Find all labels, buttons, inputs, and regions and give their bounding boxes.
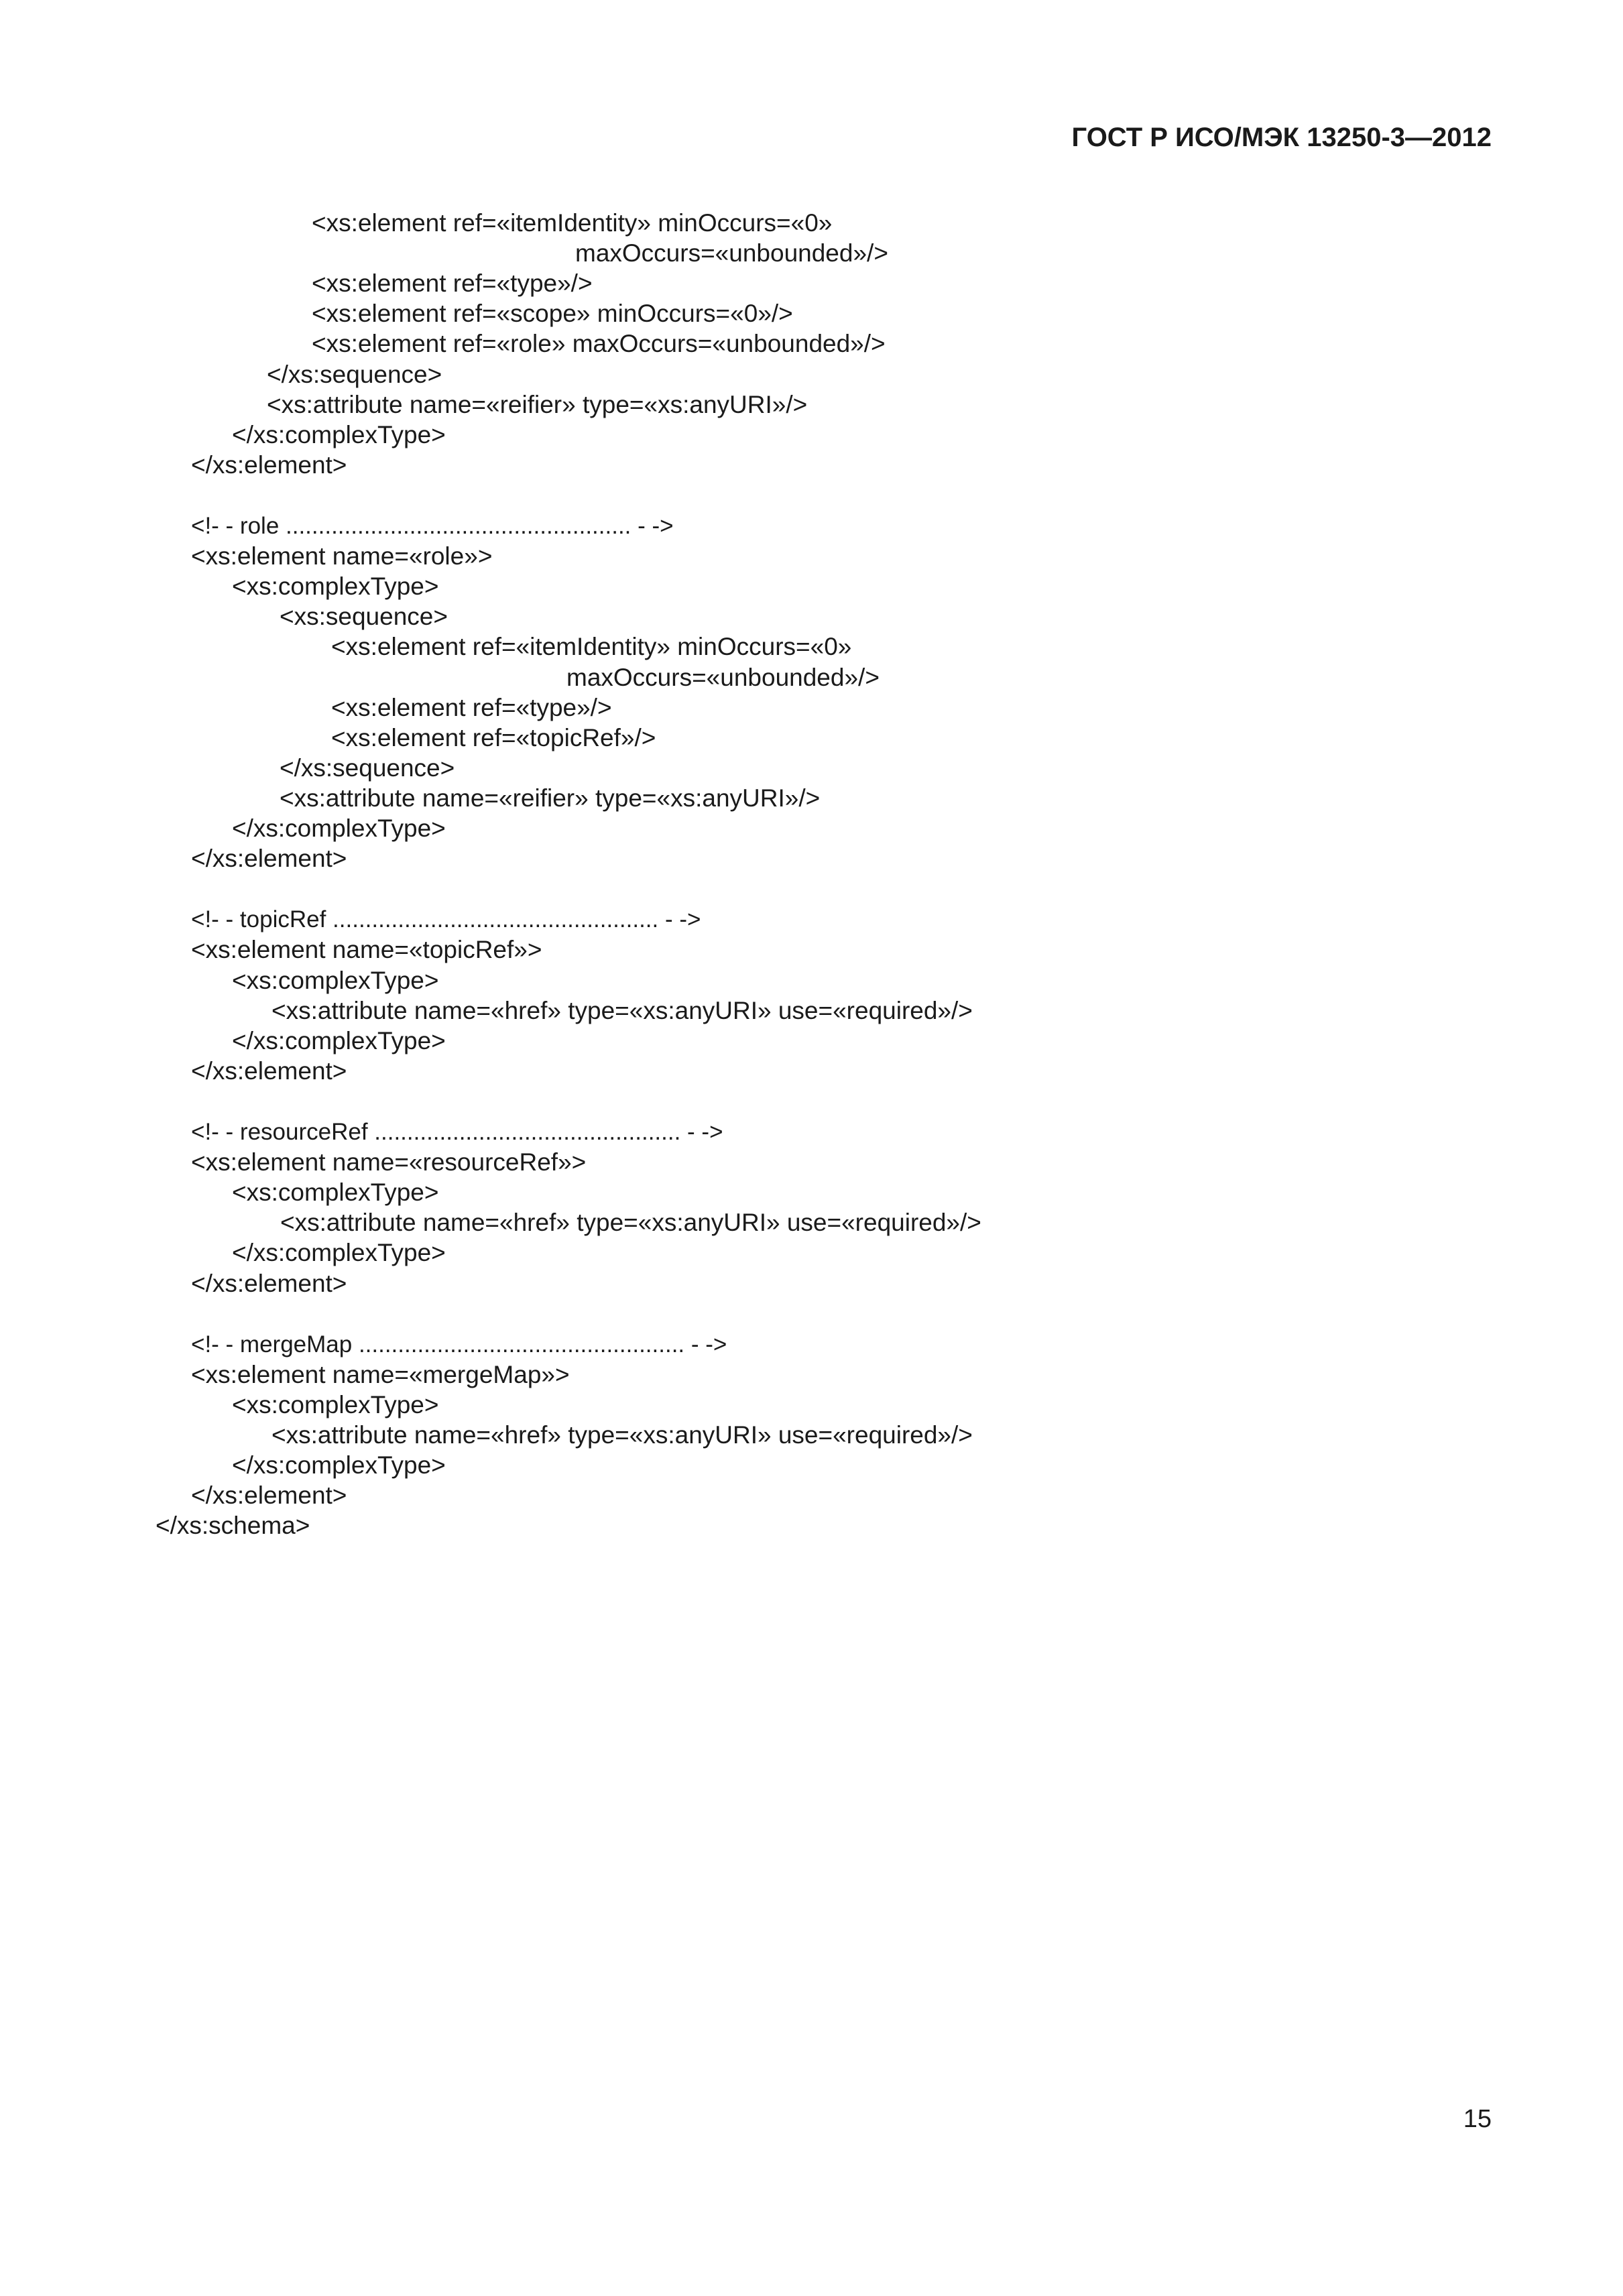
code-line: <xs:complexType> bbox=[232, 572, 439, 600]
code-line: maxOccurs=«unbounded»/> bbox=[575, 239, 888, 267]
code-line: <xs:element name=«topicRef»> bbox=[191, 936, 542, 963]
code-line: </xs:complexType> bbox=[232, 1239, 446, 1266]
section-comment-topicref: <!- - topicRef .................................................. - -> bbox=[191, 906, 701, 932]
code-line: <xs:attribute name=«reifier» type=«xs:anyURI»/> bbox=[267, 391, 808, 418]
code-line: </xs:complexType> bbox=[232, 1027, 446, 1054]
code-line: <xs:attribute name=«reifier» type=«xs:anyURI»/> bbox=[280, 784, 821, 812]
section-comment-role: <!- - role ..................................................... - -> bbox=[191, 513, 674, 539]
section-comment-mergemap: <!- - mergeMap .................................................. - -> bbox=[191, 1331, 727, 1357]
code-line: </xs:element> bbox=[191, 1057, 347, 1085]
page-number: 15 bbox=[1463, 2105, 1492, 2133]
code-line: </xs:sequence> bbox=[280, 754, 455, 782]
code-line: </xs:element> bbox=[191, 1482, 347, 1509]
code-line: <xs:attribute name=«href» type=«xs:anyURI» use=«required»/> bbox=[272, 1421, 973, 1449]
document-header: ГОСТ Р ИСО/МЭК 13250-3—2012 bbox=[1071, 123, 1492, 152]
code-line: <xs:element ref=«type»/> bbox=[331, 694, 612, 721]
code-line: <xs:attribute name=«href» type=«xs:anyURI» use=«required»/> bbox=[272, 997, 973, 1024]
code-line: </xs:schema> bbox=[156, 1512, 310, 1539]
code-line: </xs:complexType> bbox=[232, 814, 446, 842]
code-line: <xs:element name=«role»> bbox=[191, 542, 493, 570]
code-line: <xs:element name=«resourceRef»> bbox=[191, 1148, 587, 1176]
code-line: </xs:element> bbox=[191, 845, 347, 872]
code-line: <xs:complexType> bbox=[232, 1391, 439, 1418]
code-line: <xs:element ref=«type»/> bbox=[312, 269, 593, 297]
code-line: <xs:sequence> bbox=[280, 603, 448, 630]
code-line: <xs:element name=«mergeMap»> bbox=[191, 1361, 570, 1388]
code-line: <xs:element ref=«role» maxOccurs=«unbounded»/> bbox=[312, 330, 886, 357]
code-line: <xs:complexType> bbox=[232, 967, 439, 994]
code-line: <xs:element ref=«topicRef»/> bbox=[331, 724, 656, 751]
code-line: <xs:element ref=«itemIdentity» minOccurs=«0» bbox=[312, 209, 833, 237]
code-line: </xs:element> bbox=[191, 451, 347, 479]
code-line: </xs:complexType> bbox=[232, 421, 446, 448]
code-line: <xs:complexType> bbox=[232, 1179, 439, 1206]
code-line: maxOccurs=«unbounded»/> bbox=[566, 664, 880, 691]
code-line: <xs:element ref=«scope» minOccurs=«0»/> bbox=[312, 300, 793, 327]
code-line: </xs:element> bbox=[191, 1270, 347, 1297]
code-line: </xs:sequence> bbox=[267, 361, 442, 388]
code-line: <xs:attribute name=«href» type=«xs:anyURI» use=«required»/> bbox=[280, 1209, 981, 1236]
section-comment-resourceref: <!- - resourceRef ............................................... - -> bbox=[191, 1119, 723, 1145]
code-line: <xs:element ref=«itemIdentity» minOccurs=«0» bbox=[331, 633, 852, 660]
code-line: </xs:complexType> bbox=[232, 1451, 446, 1479]
